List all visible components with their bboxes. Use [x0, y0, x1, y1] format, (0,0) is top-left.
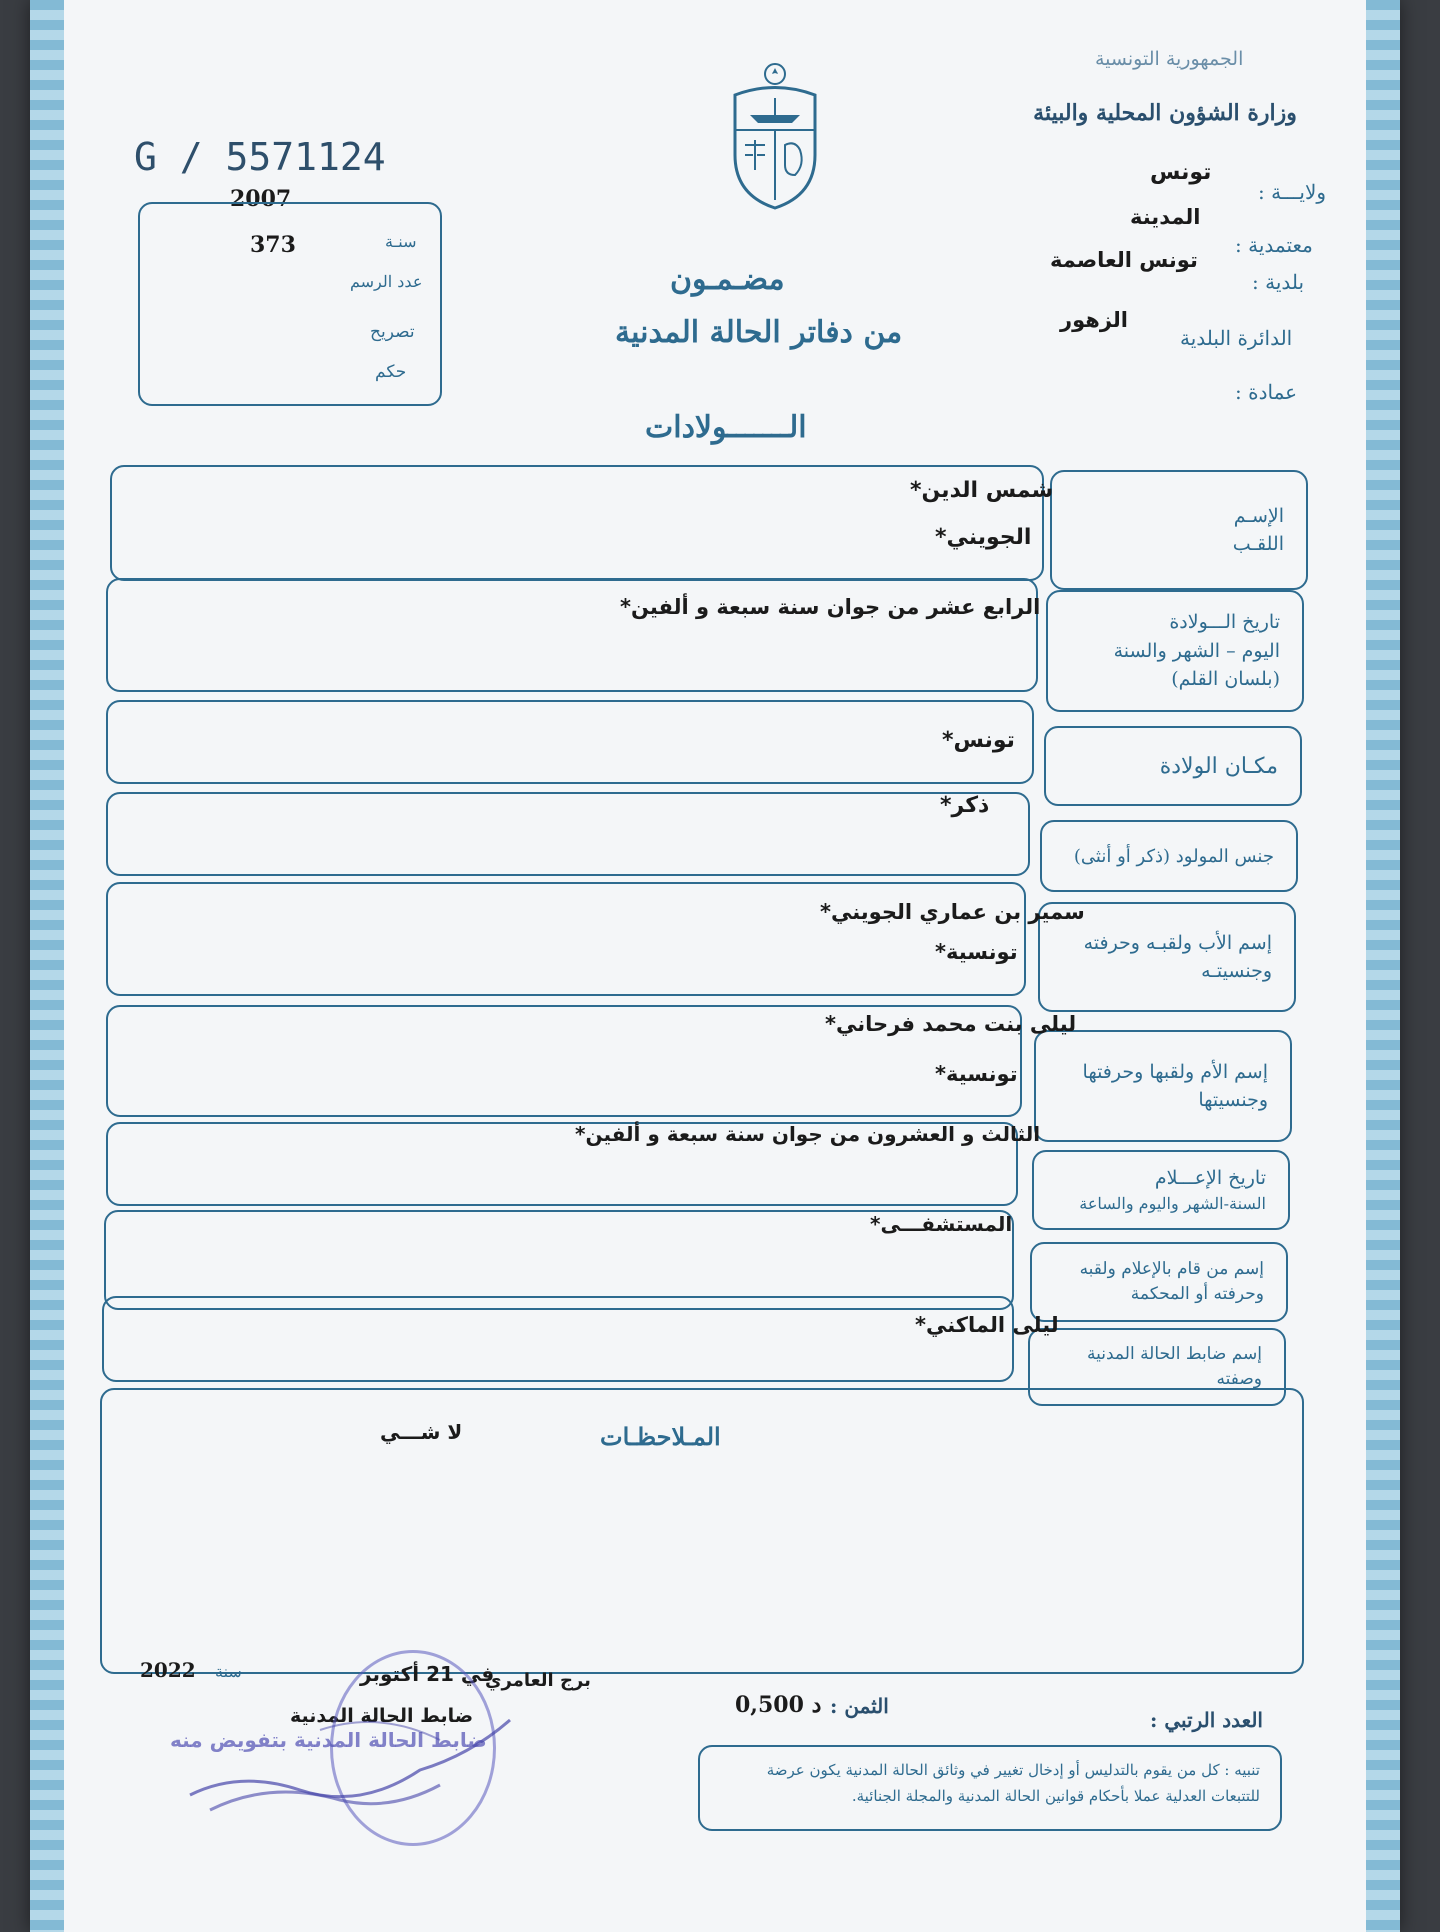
field-value: ذكر* — [940, 793, 990, 818]
record-year-label: سنـة — [385, 232, 417, 251]
serial-number: G / 5571124 — [134, 135, 386, 179]
label-box — [1040, 820, 1298, 892]
field-label: اللقـب — [1232, 533, 1284, 555]
notes-value: لا شـــي — [380, 1420, 463, 1444]
serial-order-label: العدد الرتبي : — [1150, 1708, 1263, 1732]
label-box — [1032, 1150, 1290, 1230]
field-label: وجنسيتها — [1198, 1089, 1268, 1111]
republic-label: الجمهورية التونسية — [1095, 48, 1244, 70]
signature — [180, 1700, 520, 1830]
baladia-label: بلدية : — [1252, 270, 1305, 294]
field-label: اليوم – الشهر والسنة — [1113, 639, 1280, 662]
field-label: وجنسيتـه — [1201, 960, 1272, 982]
field-label: وصفته — [1216, 1369, 1262, 1389]
left-guilloche-border — [30, 0, 64, 1932]
judgment-label: حكم — [375, 362, 407, 382]
daira-label: الدائرة البلدية — [1180, 326, 1293, 350]
field-value: ليلى الماكني* — [915, 1313, 1059, 1337]
field-value: الجويني* — [935, 525, 1032, 550]
declaration-label: تصريح — [370, 322, 415, 342]
field-value: تونسية* — [935, 1062, 1018, 1086]
stamp-text: ضابط الحالة المدنية بتفويض منه — [170, 1728, 487, 1752]
imada-label: عمادة : — [1235, 380, 1298, 404]
field-value: تونس* — [942, 728, 1015, 753]
label-box — [1044, 726, 1302, 806]
footer-year: 2022 — [140, 1658, 196, 1682]
field-value: المستشفـــى* — [870, 1212, 1013, 1236]
field-label: إسم من قام بالإعلام ولقبه — [1079, 1258, 1264, 1279]
label-box — [1046, 590, 1304, 712]
section-title: الـــــــولادات — [645, 410, 807, 445]
label-box — [1050, 470, 1308, 590]
serial-year: 2007 — [230, 186, 292, 212]
baladia-value: تونس العاصمة — [1050, 248, 1198, 272]
officer-title: ضابط الحالة المدنية — [290, 1705, 474, 1727]
field-label: وحرفته أو المحكمة — [1130, 1284, 1264, 1304]
record-number-label: عدد الرسم — [350, 272, 423, 291]
record-number: 373 — [250, 232, 296, 258]
label-box — [1034, 1030, 1292, 1142]
motamadia-label: معتمدية : — [1235, 233, 1313, 257]
notes-label: المـلاحظـات — [600, 1422, 721, 1451]
title-line2: من دفاتر الحالة المدنية — [615, 315, 903, 350]
field-label: الإسـم — [1233, 504, 1284, 527]
field-value: تونسية* — [935, 940, 1018, 964]
field-label: تاريخ الـــولادة — [1169, 611, 1280, 634]
price-value: 0,500 د — [735, 1692, 822, 1718]
field-label: إسم الأب ولقبـه وحرفته — [1083, 931, 1272, 954]
price-label: الثمن : — [830, 1694, 889, 1718]
footer-date: في 21 أكتوبر — [360, 1662, 495, 1686]
footer-year-label: سنة — [215, 1662, 242, 1681]
field-value: الرابع عشر من جوان سنة سبعة و ألفين* — [620, 595, 1041, 619]
field-label: (بلسان القلم) — [1171, 668, 1280, 691]
field-label: السنة-الشهر واليوم والساعة — [1079, 1194, 1266, 1214]
value-box — [106, 700, 1034, 784]
tunisia-coat-of-arms-icon — [720, 60, 830, 210]
right-guilloche-border — [1366, 0, 1400, 1932]
field-label: جنس المولود (ذكر أو أنثى) — [1073, 845, 1274, 867]
footer-place: برج العامري — [485, 1670, 591, 1691]
field-value: الثالث و العشرون من جوان سنة سبعة و ألفين* — [575, 1122, 1041, 1146]
label-box — [1030, 1242, 1288, 1322]
wilaya-label: ولايـــة : — [1258, 180, 1327, 204]
field-label: إسم الأم ولقبها وحرفتها — [1082, 1060, 1268, 1083]
ministry-label: وزارة الشؤون المحلية والبيئة — [1033, 100, 1297, 126]
value-box — [110, 465, 1044, 581]
value-box — [106, 792, 1030, 876]
field-label: مكـان الولادة — [1159, 753, 1278, 779]
title-line1: مضـمـون — [670, 262, 785, 297]
warning-text: تنبيه : كل من يقوم بالتدليس أو إدخال تغيير في وثائق الحالة المدنية يكون عرضة للتتبعات العدلية عملا بأحكام قوانين الحالة المدنية والمجلة الجنائية. — [766, 1761, 1260, 1805]
field-value: شمس الدين* — [910, 478, 1054, 503]
field-label: تاريخ الإعـــلام — [1154, 1166, 1266, 1189]
motamadia-value: المدينة — [1130, 205, 1201, 229]
birth-certificate-sheet — [30, 0, 1400, 1932]
field-value: سمير بن عماري الجويني* — [820, 900, 1085, 924]
daira-value: الزهور — [1060, 308, 1128, 332]
wilaya-value: تونس — [1150, 160, 1212, 185]
field-value: ليلى بنت محمد فرحاني* — [825, 1012, 1077, 1036]
value-box — [102, 1296, 1014, 1382]
field-label: إسم ضابط الحالة المدنية — [1087, 1343, 1262, 1364]
